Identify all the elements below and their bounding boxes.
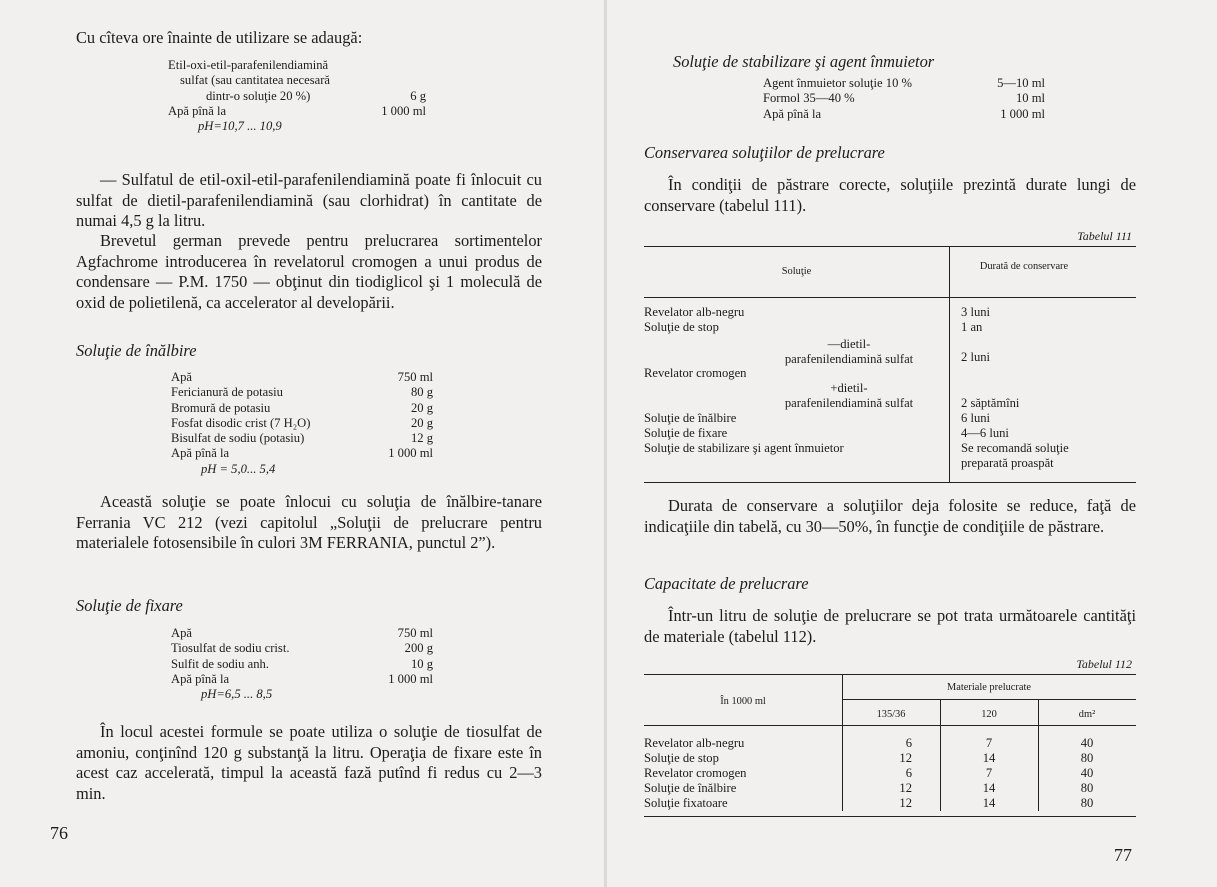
recipe-item-name: Bisulfat de sodiu (potasiu) bbox=[171, 431, 305, 446]
table-111-header-duration: Durată de conservare bbox=[979, 261, 1069, 272]
table-111-duration-cell: Se recomandă soluţie preparată proaspăt bbox=[961, 441, 1069, 471]
table-112-cell: 40 bbox=[1080, 736, 1094, 750]
recipe-item-value: 750 ml bbox=[397, 370, 433, 384]
recipe-item-name: Apă pînă la bbox=[171, 671, 230, 686]
recipe-item-name: Agent înmuietor soluţie 10 % bbox=[763, 76, 913, 90]
table-112-cell: 14 bbox=[982, 751, 996, 765]
recipe-item-name: sulfat (sau cantitatea necesară bbox=[180, 73, 330, 88]
recipe-ph: pH=10,7 ... 10,9 bbox=[198, 119, 282, 134]
paragraph-sulfat: — Sulfatul de etil-oxil-etil-parafenilendiamină poate fi înlocuit cu sulfat de dietil-parafenilendiamină (sau clorhidrat) în cantitate de numai 4,5 g la litru. bbox=[76, 170, 542, 231]
table-112-header-rule bbox=[644, 725, 1136, 726]
table-112-row-label: Revelator cromogen bbox=[644, 766, 747, 780]
table-112-cell: 12 bbox=[899, 796, 912, 810]
bleach-recipe bbox=[171, 370, 433, 477]
table-112-row-label: Soluţie de stop bbox=[644, 751, 719, 765]
table-111-header-divider bbox=[949, 247, 950, 297]
table-112-cell: 80 bbox=[1080, 796, 1094, 810]
heading-bleach: Soluţie de înălbire bbox=[76, 341, 197, 360]
table-112-cell: 6 bbox=[905, 736, 912, 750]
recipe-item-name: Sulfit de sodiu anh. bbox=[171, 656, 269, 671]
heading-stabilization: Soluţie de stabilizare şi agent înmuietor bbox=[673, 52, 935, 71]
table-111-solution-cell: Soluţie de stop bbox=[644, 320, 719, 334]
paragraph-conservation: În condiţii de păstrare corecte, soluţiile prezintă durate lungi de conservare (tabelul 111). bbox=[644, 175, 1136, 215]
table-111-solution-cell: Soluţie de stabilizare şi agent înmuietor bbox=[644, 441, 844, 455]
fix-recipe bbox=[171, 626, 433, 702]
recipe-item-value: 5—10 ml bbox=[997, 76, 1045, 90]
table-111-top-rule bbox=[644, 246, 1136, 247]
table-112-group-header: Materiale prelucrate bbox=[947, 682, 1031, 693]
table-111-duration-cell: 2 luni bbox=[961, 350, 991, 364]
heading-fix: Soluţie de fixare bbox=[76, 596, 183, 615]
paragraph-durata: Durata de conservare a soluţiilor deja folosite se reduce, faţă de indicaţiile din tabelă, cu 30—50%, în funcţie de condiţiile de păstrare. bbox=[644, 496, 1136, 536]
table-111-column-divider bbox=[949, 298, 950, 482]
heading-capacity: Capacitate de prelucrare bbox=[644, 574, 809, 593]
table-112-cell: 7 bbox=[985, 766, 993, 780]
recipe-item-name: Fericianură de potasiu bbox=[171, 385, 283, 400]
table-112-cell: 12 bbox=[899, 751, 912, 765]
table-112-cell: 14 bbox=[982, 781, 996, 795]
table-111-substance-cell: —dietil-parafenilendiamină sulfat bbox=[784, 337, 914, 367]
table-112-cell: 12 bbox=[899, 781, 912, 795]
table-112-cell: 80 bbox=[1080, 751, 1094, 765]
right-page bbox=[606, 0, 1217, 887]
recipe-item-name: Apă pînă la bbox=[171, 446, 230, 461]
recipe-item-name: dintr-o soluţie 20 %) bbox=[206, 88, 311, 103]
recipe-item-value: 20 g bbox=[410, 400, 433, 415]
page-number-right: 77 bbox=[1114, 845, 1132, 865]
table-111-header-rule bbox=[644, 297, 1136, 298]
paragraph-brevet: Brevetul german prevede pentru prelucrarea sortimentelor Agfachrome introducerea în revelatorul cromogen a unui produs de condensare — P.M. 1750 — obţinut din tiodiglicol şi 1 moleculă de oxid de polietilenă, ca accelerator al developării. bbox=[76, 231, 542, 312]
recipe-item-value: 750 ml bbox=[397, 626, 433, 640]
paragraph-ferrania: Această soluţie se poate înlocui cu soluţia de înălbire-tanare Ferrania VC 212 (vezi capitolul „Soluţii de prelucrare pentru materialele fotosensibile în culori 3M FERRANIA, punctul 2”). bbox=[76, 492, 542, 553]
table-112-caption: Tabelul 112 bbox=[1076, 657, 1132, 671]
table-112-row-label: Soluţie de înălbire bbox=[644, 781, 737, 795]
recipe-item-value: 12 g bbox=[410, 431, 433, 446]
table-112-subheader: 120 bbox=[981, 709, 997, 720]
recipe-item-value: 1 000 ml bbox=[388, 446, 433, 461]
recipe-ph: pH=6,5 ... 8,5 bbox=[201, 687, 273, 702]
additive-recipe bbox=[168, 58, 426, 134]
table-112-subheader: 135/36 bbox=[876, 709, 906, 720]
recipe-item-name: Apă bbox=[171, 626, 192, 640]
table-111-substance-cell: +dietil-parafenilendiamină sulfat bbox=[784, 381, 914, 411]
recipe-item-value: 1 000 ml bbox=[388, 671, 433, 686]
table-111-duration-cell: 3 luni bbox=[961, 305, 991, 319]
recipe-item-value: 10 ml bbox=[1015, 91, 1045, 106]
recipe-item-name: Etil-oxi-etil-parafenilendiamină bbox=[168, 58, 329, 72]
table-112-top-rule bbox=[644, 674, 1136, 675]
table-112-cell: 14 bbox=[982, 796, 996, 810]
table-112-row-label: Revelator alb-negru bbox=[644, 736, 745, 750]
table-111-duration-cell: 4—6 luni bbox=[961, 426, 1009, 440]
recipe-ph: pH = 5,0... 5,4 bbox=[201, 461, 276, 476]
recipe-item-value: 200 g bbox=[404, 641, 433, 656]
recipe-item-value: 10 g bbox=[410, 656, 433, 671]
heading-conservation: Conservarea soluţiilor de prelucrare bbox=[644, 143, 885, 162]
stabilization-recipe bbox=[763, 76, 1045, 122]
table-112-cell: 40 bbox=[1080, 766, 1094, 780]
table-111-duration-cell: 2 săptămîni bbox=[961, 396, 1020, 410]
paragraph-capacity: Într-un litru de soluţie de prelucrare se pot trata următoarele cantităţi de materiale (tabelul 112). bbox=[644, 606, 1136, 646]
table-112-row-label: Soluţie fixatoare bbox=[644, 796, 728, 810]
recipe-item-value: 1 000 ml bbox=[1000, 106, 1045, 121]
table-111-caption: Tabelul 111 bbox=[1077, 229, 1132, 243]
recipe-item-name: Bromură de potasiu bbox=[171, 400, 271, 415]
left-page bbox=[0, 0, 605, 887]
table-112-bottom-rule bbox=[644, 816, 1136, 817]
recipe-item-name: Apă pînă la bbox=[168, 103, 227, 118]
table-111-solution-cell: Soluţie de fixare bbox=[644, 426, 728, 440]
table-112-subheader: dm² bbox=[1078, 709, 1096, 720]
table-112-group-rule bbox=[842, 699, 1136, 700]
recipe-item-value: 20 g bbox=[410, 415, 433, 430]
intro-text: Cu cîteva ore înainte de utilizare se adaugă: bbox=[76, 28, 363, 47]
recipe-item-name: Fosfat disodic crist (7 H₂O) bbox=[171, 415, 311, 430]
table-111-header-solution: Soluţie bbox=[781, 266, 812, 277]
recipe-item-name: Formol 35—40 % bbox=[763, 91, 855, 106]
table-111-bottom-rule bbox=[644, 482, 1136, 483]
table-112-cell: 6 bbox=[905, 766, 912, 780]
recipe-item-value: 80 g bbox=[410, 385, 433, 400]
recipe-item-name: Tiosulfat de sodiu crist. bbox=[171, 641, 290, 656]
table-112-cell: 80 bbox=[1080, 781, 1094, 795]
recipe-item-name: Apă bbox=[171, 370, 192, 384]
recipe-item-value: 1 000 ml bbox=[381, 103, 426, 118]
table-111-solution-cell: Revelator cromogen bbox=[644, 366, 747, 380]
recipe-item-name: Apă pînă la bbox=[763, 106, 822, 121]
table-111-solution-cell: Revelator alb-negru bbox=[644, 305, 745, 319]
recipe-item-value: 6 g bbox=[410, 88, 426, 103]
table-111-solution-cell: Soluţie de înălbire bbox=[644, 411, 737, 425]
page-number-left: 76 bbox=[50, 823, 68, 843]
table-111-duration-cell: 6 luni bbox=[961, 411, 991, 425]
table-112-cell: 7 bbox=[985, 736, 993, 750]
table-112-header-volume: În 1000 ml bbox=[720, 696, 766, 707]
paragraph-tiosulfat: În locul acestei formule se poate utiliza o soluţie de tiosulfat de amoniu, conţinînd 120 g substanţă la litru. Operaţia de fixare este în acest caz accelerată, timpul la această fază putînd fi redus cu 2—3 min. bbox=[76, 722, 542, 803]
table-111-duration-cell: 1 an bbox=[961, 320, 983, 334]
